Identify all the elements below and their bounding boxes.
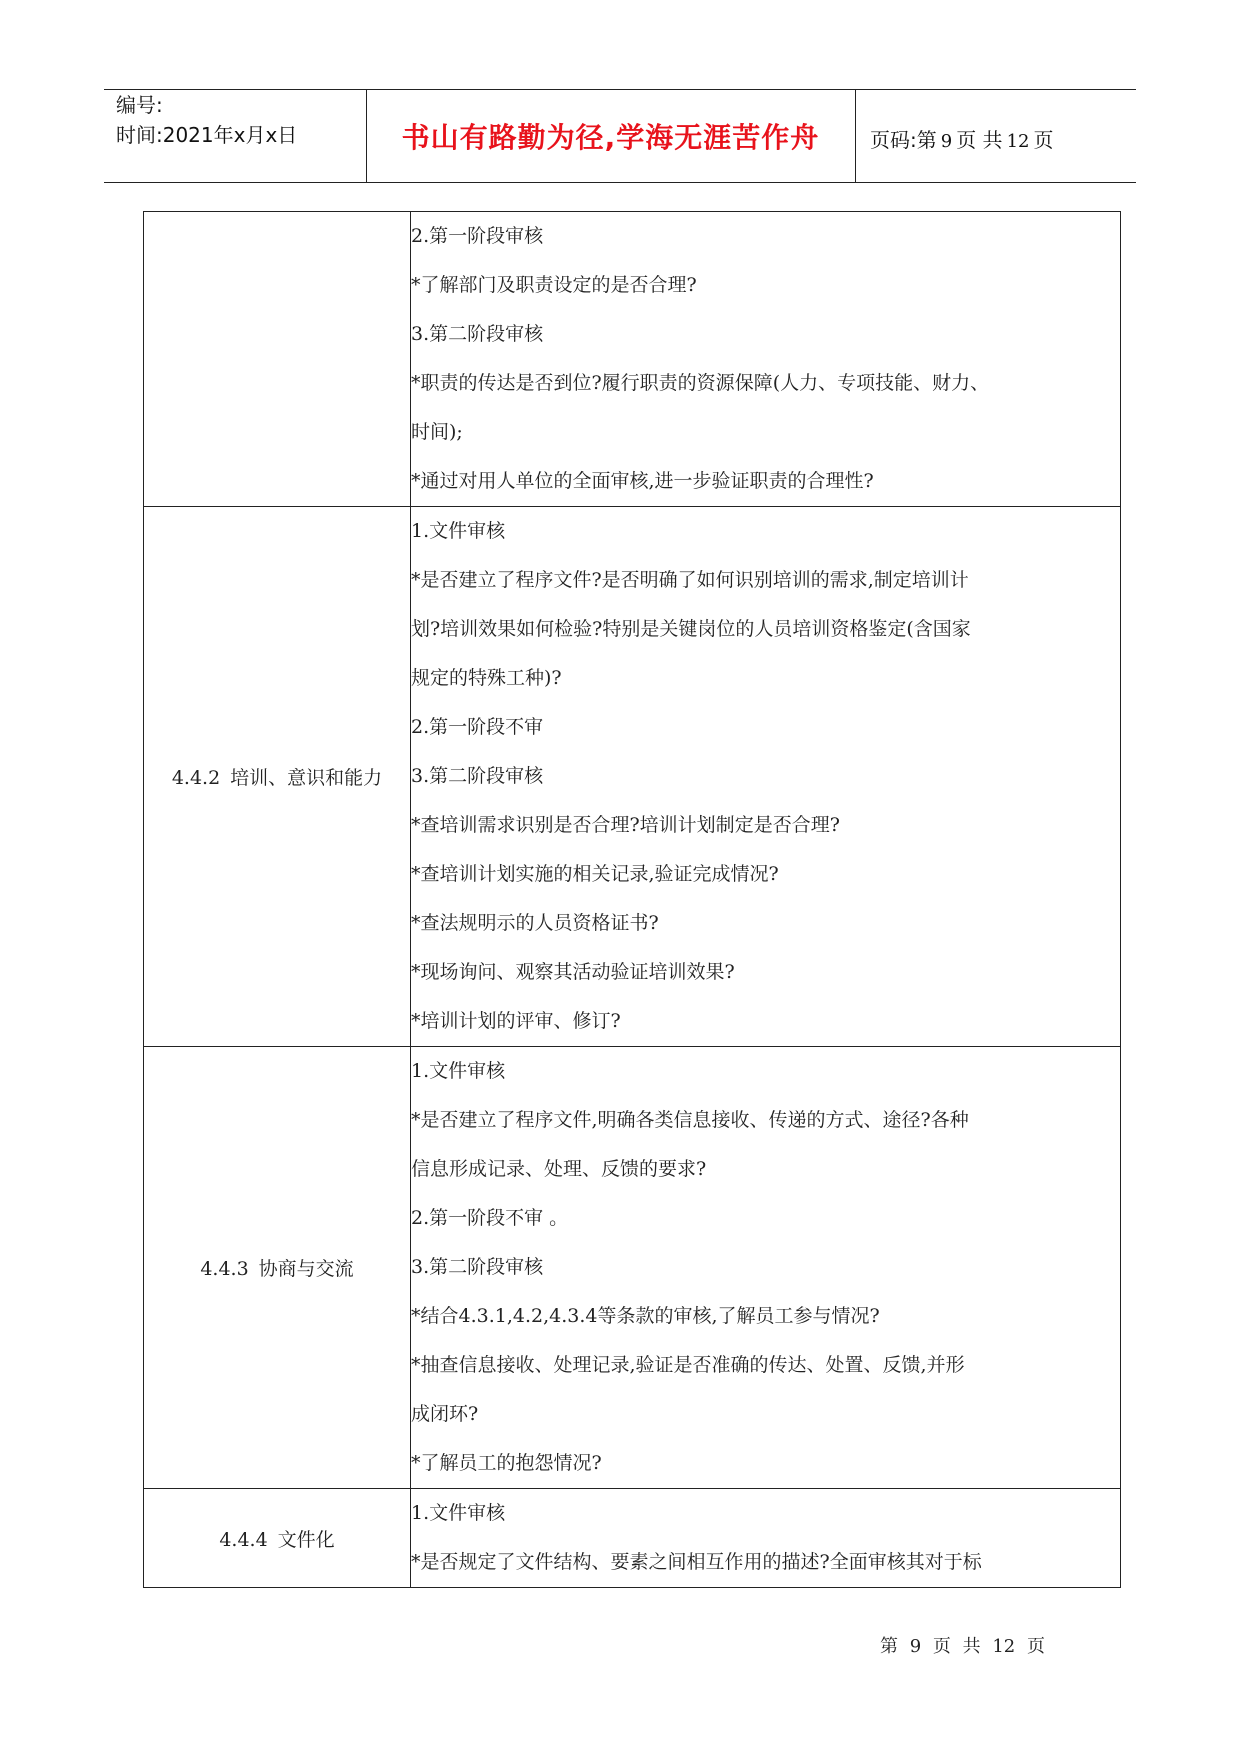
audit-line: 划?培训效果如何检验?特别是关键岗位的人员培训资格鉴定(含国家 — [411, 618, 971, 640]
audit-content-cell — [411, 507, 1121, 1047]
page-mid: 页 共 — [956, 128, 1003, 152]
audit-line: 3.第二阶段审核 — [411, 765, 544, 787]
clause-title: 文件化 — [277, 1528, 335, 1551]
table-row — [144, 507, 1121, 1047]
audit-line: *通过对用人单位的全面审核,进一步验证职责的合理性? — [411, 470, 874, 492]
doc-number-label: 编号: — [116, 93, 163, 117]
table-row — [144, 1047, 1121, 1489]
header-bottom-rule — [104, 182, 1136, 183]
table-row — [144, 1489, 1121, 1588]
audit-checklist-table — [143, 211, 1121, 1588]
clause-number: 4.4.2 — [171, 767, 221, 789]
audit-line: *查培训需求识别是否合理?培训计划制定是否合理? — [411, 814, 840, 836]
audit-line: *是否建立了程序文件?是否明确了如何识别培训的需求,制定培训计 — [411, 569, 969, 591]
page-total: 12 — [1006, 131, 1030, 152]
clause-cell — [144, 1489, 411, 1588]
header-page-indicator — [870, 124, 1053, 153]
clause-number: 4.4.4 — [219, 1528, 268, 1551]
audit-line: 2.第一阶段审核 — [411, 225, 544, 247]
audit-line: *查培训计划实施的相关记录,验证完成情况? — [411, 863, 779, 885]
audit-content-cell — [411, 1047, 1121, 1489]
header-motto: 书山有路勤为径,学海无涯苦作舟 — [401, 121, 820, 154]
audit-line: *是否建立了程序文件,明确各类信息接收、传递的方式、途径?各种 — [411, 1109, 969, 1131]
page-suffix: 页 — [1033, 128, 1054, 152]
header-divider-right — [855, 89, 856, 183]
audit-line: 信息形成记录、处理、反馈的要求? — [411, 1158, 707, 1180]
audit-line: 1.文件审核 — [411, 1502, 506, 1524]
page-footer: 第 9 页 共 12 页 — [880, 1636, 1045, 1657]
audit-line: *培训计划的评审、修订? — [411, 1010, 621, 1032]
audit-line: 规定的特殊工种)? — [411, 667, 562, 689]
doc-time-label: 时间:2021年x月x日 — [116, 123, 298, 147]
audit-line: *了解部门及职责设定的是否合理? — [411, 274, 697, 296]
audit-line: *查法规明示的人员资格证书? — [411, 912, 659, 934]
audit-line: *抽查信息接收、处理记录,验证是否准确的传达、处置、反馈,并形 — [411, 1354, 965, 1376]
audit-content-cell — [411, 1489, 1121, 1588]
audit-line: *了解员工的抱怨情况? — [411, 1452, 602, 1474]
table-row — [144, 212, 1121, 507]
page-current: 9 — [940, 131, 953, 152]
audit-line: 2.第一阶段不审 。 — [411, 1207, 569, 1229]
audit-line: 1.文件审核 — [411, 1060, 506, 1082]
clause-title: 协商与交流 — [258, 1258, 354, 1280]
audit-line: 1.文件审核 — [411, 520, 506, 542]
page-prefix: 页码:第 — [870, 128, 937, 152]
audit-line: 2.第一阶段不审 — [411, 716, 544, 738]
header-meta — [116, 90, 297, 150]
audit-line: *是否规定了文件结构、要素之间相互作用的描述?全面审核其对于标 — [411, 1551, 982, 1573]
audit-line: *职责的传达是否到位?履行职责的资源保障(人力、专项技能、财力、 — [411, 372, 990, 394]
clause-cell — [144, 1047, 411, 1489]
audit-line: 时间); — [411, 421, 463, 443]
clause-title: 培训、意识和能力 — [230, 767, 383, 789]
clause-cell — [144, 212, 411, 507]
clause-cell — [144, 507, 411, 1047]
audit-line: 3.第二阶段审核 — [411, 1256, 544, 1278]
audit-content-cell — [411, 212, 1121, 507]
audit-line: 成闭环? — [411, 1403, 479, 1425]
audit-line: *结合4.3.1,4.2,4.3.4等条款的审核,了解员工参与情况? — [411, 1305, 880, 1327]
audit-line: 3.第二阶段审核 — [411, 323, 544, 345]
audit-line: *现场询问、观察其活动验证培训效果? — [411, 961, 735, 983]
clause-number: 4.4.3 — [200, 1258, 249, 1280]
